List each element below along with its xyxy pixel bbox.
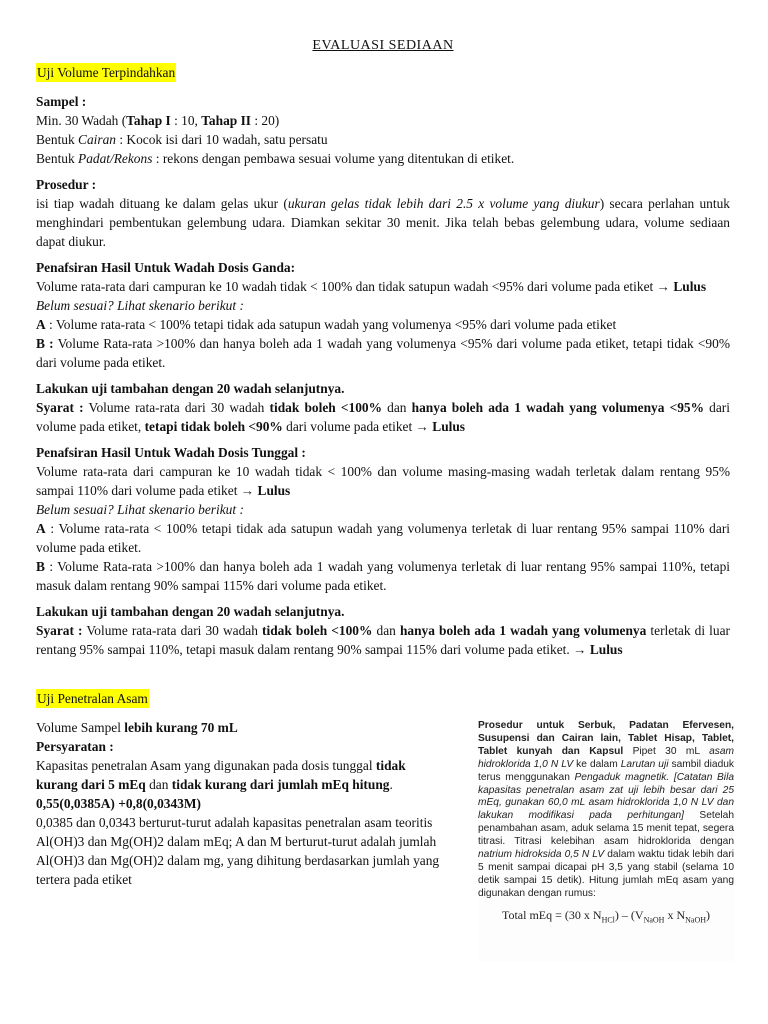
- highlighted-heading: Uji Volume Terpindahkan: [37, 65, 176, 80]
- ganda-scenario-a: A : Volume rata-rata < 100% tetapi tidak ada satupun wadah yang volumenya <95% dari volume pada etiket: [36, 317, 617, 332]
- ganda-heading: Penafsiran Hasil Untuk Wadah Dosis Ganda:: [36, 260, 296, 275]
- tambahan-1: Lakukan uji tambahan dengan 20 wadah selanjutnya.: [36, 381, 345, 396]
- tunggal-scenario-b: B : Volume Rata-rata >100% dan hanya boleh ada 1 wadah yang volumenya terletak di luar rentang 95% sampai 110%, tetapi masuk dalam rentang 90% sampai 115% dari volume pada etiket.: [36, 559, 730, 593]
- tunggal-text: Volume rata-rata dari campuran ke 10 wadah tidak < 100% dan volume masing-masing wadah terletak dalam rentang 95% sampai 110% dari volume pada etiket → Lulus: [36, 464, 730, 498]
- formula-line: 0,55(0,0385A) +0,8(0,0343M): [36, 796, 201, 811]
- kapasitas-text: Kapasitas penetralan Asam yang digunakan pada dosis tunggal tidak kurang dari 5 mEq dan tidak kurang dari jumlah mEq hitung.: [36, 758, 406, 792]
- excerpt-text: Prosedur untuk Serbuk, Padatan Efervesen, Susupensi dan Cairan lain, Tablet Hisap, Tablet, Tablet kunyah dan Kapsul Pipet 30 mL asam hidroklorida 1,0 N LV ke dalam Larutan uji sambil diaduk terus menggunakan Pengaduk magnetik. [Catatan Bila kapasitas penetralan asam zat uji lebih besar dari 25 mEq, gunakan 60,0 mL asam hidroklorida 1,0 N LV dan lakukan modifikasi pada perhitungan] Setelah penambahan asam, aduk selama 15 menit tepat, segera titrasi. Titrasi kelebihan asam hidroklorida dengan natrium hidroksida 0,5 N LV dalam waktu tidak lebih dari 5 menit sampai dicapai pH 3,5 yang stabil (selama 10 detik sampai 15 detik). Hitung jumlah mEq asam yang digunakan dengan rumus:: [478, 720, 735, 899]
- tunggal-scenario-a: A : Volume rata-rata < 100% tetapi tidak ada satupun wadah yang volumenya terletak di luar rentang 95% sampai 110% dari volume pada etiket.: [36, 521, 730, 555]
- sampel-line-3: Bentuk Padat/Rekons : rekons dengan pembawa sesuai volume yang ditentukan di etiket.: [36, 151, 515, 166]
- sampel-line-1: Min. 30 Wadah (Tahap I : 10, Tahap II : 20): [36, 113, 280, 128]
- tunggal-heading: Penafsiran Hasil Untuk Wadah Dosis Tunggal :: [36, 445, 306, 460]
- highlighted-heading: Uji Penetralan Asam: [37, 691, 148, 706]
- prosedur-label: Prosedur :: [36, 177, 97, 192]
- syarat-2: Syarat : Volume rata-rata dari 30 wadah tidak boleh <100% dan hanya boleh ada 1 wadah yang volumenya terletak di luar rentang 95% sampai 110%, tetapi masuk dalam rentang 90% sampai 115% dari volume pada etiket. → Lulus: [36, 623, 730, 657]
- persyaratan-label: Persyaratan :: [36, 739, 114, 754]
- tambahan-2: Lakukan uji tambahan dengan 20 wadah selanjutnya.: [36, 604, 345, 619]
- formula-explanation: 0,0385 dan 0,0343 berturut-turut adalah kapasitas penetralan asam teoritis Al(OH)3 dan Mg(OH)2 dalam mEq; A dan M berturut-turut adalah jumlah Al(OH)3 dan Mg(OH)2 dalam mg, yang dihitung berdasarkan jumlah yang tertera pada etiket: [36, 815, 440, 887]
- ganda-belum: Belum sesuai? Lihat skenario berikut :: [36, 298, 244, 313]
- penetralan-body: [36, 718, 735, 925]
- prosedur-text: isi tiap wadah dituang ke dalam gelas ukur (ukuran gelas tidak lebih dari 2.5 x volume yang diukur) secara perlahan untuk menghindari pembentukan gelembung udara. Diamkan sekitar 30 menit. Jika telah bebas gelembung udara, volume sediaan dapat diukur.: [36, 196, 730, 249]
- sampel-line-2: Bentuk Cairan : Kocok isi dari 10 wadah, satu persatu: [36, 132, 328, 147]
- penetralan-left-column: [36, 718, 446, 889]
- syarat-1: Syarat : Volume rata-rata dari 30 wadah tidak boleh <100% dan hanya boleh ada 1 wadah yang volumenya <95% dari volume pada etiket, tetapi tidak boleh <90% dari volume pada etiket → Lulus: [36, 400, 730, 434]
- excerpt-formula: Total mEq = (30 x $N_{HCl}) - (V_{NaOH}$ x $N_{NaOH}$): [501, 907, 711, 925]
- page-title: EVALUASI SEDIAAN: [312, 38, 454, 53]
- ganda-scenario-b: B : Volume Rata-rata >100% dan hanya boleh ada 1 wadah yang volumenya <95% dari volume pada etiket, tetapi tidak <90% dari volume pada etiket.: [36, 336, 730, 370]
- tunggal-belum: Belum sesuai? Lihat skenario berikut :: [36, 502, 244, 517]
- section-heading-penetralan: [36, 689, 730, 708]
- volume-sampel: Volume Sampel lebih kurang 70 mL: [36, 720, 238, 735]
- document-page: [36, 36, 735, 925]
- sampel-label: Sampel :: [36, 94, 87, 109]
- ganda-text: Volume rata-rata dari campuran ke 10 wadah tidak < 100% dan tidak satupun wadah <95% dari volume pada etiket → Lulus: [36, 279, 707, 294]
- procedure-excerpt-image: [478, 720, 734, 962]
- section-heading-volume: [36, 63, 730, 82]
